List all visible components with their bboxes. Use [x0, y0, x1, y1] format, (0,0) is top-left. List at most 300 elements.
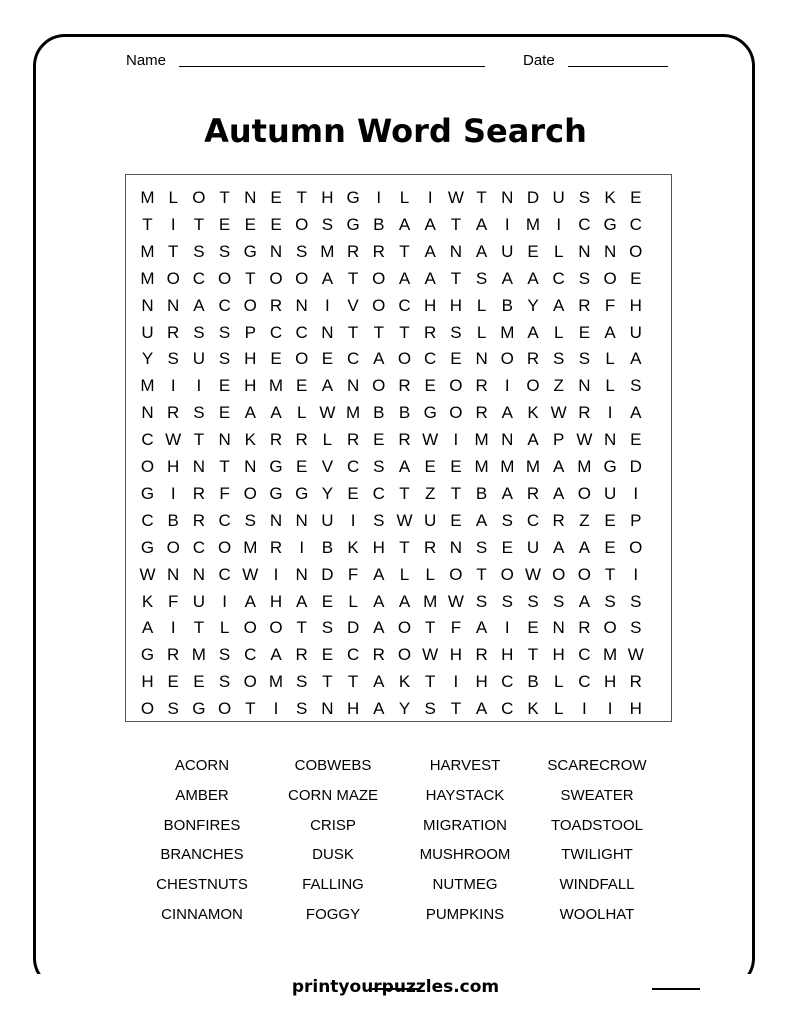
grid-letter: A	[270, 645, 282, 665]
grid-letter: T	[476, 188, 487, 207]
grid-letter: W	[139, 564, 156, 584]
grid-letter: R	[578, 295, 591, 315]
grid-letter: R	[475, 376, 488, 396]
grid-letter: I	[196, 376, 202, 396]
grid-letter: B	[501, 295, 513, 315]
grid-letter: B	[167, 510, 179, 530]
grid-letter: A	[475, 214, 488, 234]
grid-letter: E	[450, 349, 462, 369]
grid-letter: A	[373, 349, 385, 369]
date-label: Date	[523, 52, 555, 69]
grid-letter: O	[577, 483, 591, 503]
grid-letter: W	[422, 430, 439, 450]
grid-letter: W	[319, 403, 336, 423]
grid-letter: A	[501, 403, 513, 423]
grid-letter: U	[321, 510, 334, 530]
grid-letter: E	[501, 537, 513, 557]
grid-letter: A	[398, 457, 411, 476]
grid-letter: G	[140, 645, 155, 665]
grid-letter: G	[243, 241, 257, 261]
grid-letter: T	[193, 430, 205, 450]
grid-letter: I	[222, 591, 227, 611]
grid-letter: D	[526, 188, 540, 207]
grid-letter: N	[578, 376, 591, 396]
grid-letter: R	[398, 430, 411, 450]
grid-letter: N	[475, 349, 488, 369]
grid-letter: R	[295, 430, 308, 450]
grid-letter: T	[424, 672, 436, 692]
grid-letter: I	[350, 510, 356, 530]
grid-letter: A	[141, 618, 154, 638]
grid-letter: H	[424, 295, 437, 315]
grid-letter: H	[167, 457, 180, 476]
grid-letter: N	[295, 564, 308, 584]
grid-letter: C	[346, 349, 360, 369]
grid-letter: R	[475, 403, 488, 423]
grid-letter: O	[372, 295, 386, 315]
grid-letter: E	[450, 510, 462, 530]
grid-letter: K	[527, 699, 539, 719]
grid-letter: S	[630, 591, 642, 611]
grid-letter: N	[603, 430, 617, 450]
grid-letter: O	[217, 268, 232, 288]
grid-letter: A	[398, 268, 411, 288]
grid-letter: T	[399, 483, 410, 503]
grid-letter: T	[296, 188, 307, 207]
grid-letter: F	[347, 564, 359, 584]
grid-letter: I	[633, 564, 639, 584]
grid-letter: T	[167, 241, 179, 261]
grid-letter: B	[373, 403, 385, 423]
grid-letter: H	[629, 295, 642, 315]
grid-letter: C	[501, 699, 514, 719]
grid-letter: G	[603, 457, 617, 476]
grid-letter: A	[527, 268, 539, 288]
grid-letter: R	[424, 537, 437, 557]
grid-letter: A	[373, 618, 385, 638]
grid-letter: E	[347, 483, 359, 503]
grid-letter: H	[372, 537, 385, 557]
grid-letter: T	[424, 618, 436, 638]
grid-letter: T	[219, 457, 230, 476]
grid-letter: O	[295, 349, 309, 369]
grid-letter: E	[450, 457, 462, 476]
grid-letter: P	[553, 430, 565, 450]
grid-letter: N	[449, 241, 463, 261]
word-list-item: HARVEST	[429, 757, 501, 774]
word-list-item: WOOLHAT	[559, 906, 635, 923]
grid-letter: H	[346, 699, 360, 719]
grid-letter: W	[242, 564, 259, 584]
grid-letter: U	[141, 322, 154, 342]
grid-letter: N	[501, 430, 514, 450]
name-field[interactable]	[126, 52, 166, 69]
grid-letter: E	[218, 376, 231, 396]
grid-letter: K	[347, 537, 359, 557]
grid-letter: G	[346, 214, 360, 234]
grid-letter: H	[269, 591, 283, 611]
grid-letter: T	[193, 618, 205, 638]
grid-letter: N	[269, 510, 283, 530]
grid-letter: I	[607, 403, 613, 423]
grid-letter: U	[603, 483, 617, 503]
grid-letter: O	[269, 618, 283, 638]
grid-letter: A	[527, 322, 539, 342]
grid-letter: E	[218, 214, 231, 234]
grid-letter: T	[450, 268, 462, 288]
grid-letter: B	[398, 403, 411, 423]
grid-letter: E	[424, 457, 436, 476]
grid-letter: T	[347, 268, 359, 288]
grid-letter: R	[167, 322, 180, 342]
grid-letter: H	[629, 699, 642, 719]
grid-letter: S	[218, 241, 231, 261]
grid-letter: R	[269, 430, 283, 450]
grid-letter: N	[167, 295, 180, 315]
page-title: Autumn Word Search	[204, 112, 587, 150]
date-field[interactable]	[523, 52, 555, 69]
grid-letter: H	[321, 188, 334, 207]
grid-letter: C	[578, 645, 591, 665]
grid-letter: O	[603, 268, 617, 288]
grid-letter: S	[218, 349, 231, 369]
grid-letter: C	[629, 214, 642, 234]
grid-letter: S	[296, 672, 308, 692]
grid-letter: U	[526, 537, 540, 557]
grid-letter: E	[321, 645, 334, 665]
grid-letter: I	[273, 564, 279, 584]
grid-letter: R	[167, 645, 180, 665]
grid-row	[126, 561, 671, 589]
grid-letter: A	[373, 591, 385, 611]
grid-letter: I	[170, 376, 176, 396]
grid-letter: R	[269, 295, 283, 315]
grid-letter: E	[604, 510, 616, 530]
word-list-item: WINDFALL	[559, 876, 635, 894]
grid-letter: T	[450, 214, 462, 234]
grid-letter: C	[244, 645, 257, 665]
date-line	[568, 66, 668, 67]
grid-letter: O	[243, 483, 257, 503]
grid-letter: I	[273, 699, 279, 719]
grid-letter: M	[140, 188, 155, 207]
grid-letter: T	[399, 537, 410, 557]
grid-letter: H	[475, 672, 488, 692]
grid-letter: A	[578, 591, 591, 611]
grid-letter: L	[425, 564, 435, 584]
grid-letter: G	[603, 214, 617, 234]
grid-letter: H	[244, 376, 257, 396]
grid-row	[126, 292, 671, 320]
grid-letter: S	[244, 510, 256, 530]
grid-letter: M	[474, 457, 489, 476]
grid-letter: S	[321, 618, 334, 638]
grid-letter: A	[424, 214, 436, 234]
grid-letter: N	[269, 241, 283, 261]
grid-letter: U	[629, 322, 642, 342]
grid-letter: T	[399, 241, 410, 261]
grid-letter: B	[527, 672, 539, 692]
word-list-item: TWILIGHT	[561, 846, 633, 864]
grid-row	[126, 641, 671, 669]
word-list-item: SWEATER	[560, 786, 634, 804]
grid-letter: R	[346, 241, 360, 261]
grid-letter: A	[475, 618, 488, 638]
grid-letter: N	[295, 510, 308, 530]
grid-letter: N	[603, 241, 617, 261]
grid-letter: S	[167, 349, 179, 369]
grid-letter: W	[447, 591, 464, 611]
grid-letter: M	[500, 322, 515, 342]
grid-row	[126, 238, 671, 266]
grid-letter: I	[556, 214, 562, 234]
grid-letter: W	[422, 645, 439, 665]
grid-letter: K	[398, 672, 411, 692]
letter-grid	[125, 174, 672, 722]
grid-letter: R	[398, 376, 411, 396]
grid-letter: S	[578, 188, 591, 207]
grid-letter: I	[170, 214, 176, 234]
grid-letter: T	[219, 188, 230, 207]
grid-letter: L	[553, 699, 564, 719]
grid-letter: N	[552, 618, 565, 638]
grid-letter: A	[553, 457, 565, 476]
grid-letter: I	[453, 430, 459, 450]
grid-letter: E	[604, 537, 616, 557]
grid-letter: S	[296, 241, 308, 261]
grid-letter: I	[427, 188, 433, 207]
grid-letter: I	[376, 188, 382, 207]
grid-letter: O	[397, 645, 412, 665]
grid-letter: O	[397, 349, 412, 369]
grid-row	[126, 507, 671, 535]
grid-letter: Z	[424, 483, 436, 503]
grid-letter: A	[553, 295, 565, 315]
grid-letter: A	[398, 214, 411, 234]
grid-letter: B	[373, 214, 385, 234]
grid-letter: M	[525, 214, 541, 234]
grid-letter: T	[373, 322, 384, 342]
grid-letter: H	[501, 645, 514, 665]
grid-letter: O	[629, 241, 643, 261]
grid-letter: S	[373, 457, 385, 476]
grid-letter: M	[268, 376, 284, 396]
grid-letter: T	[527, 645, 539, 665]
grid-letter: C	[141, 510, 154, 530]
grid-letter: M	[140, 268, 155, 288]
grid-letter: A	[398, 591, 411, 611]
grid-letter: C	[192, 268, 206, 288]
grid-letter: L	[399, 564, 410, 584]
word-list-item: CHESTNUTS	[156, 876, 248, 894]
word-list-item: FOGGY	[305, 906, 361, 923]
grid-letter: U	[552, 188, 565, 207]
grid-letter: S	[167, 699, 179, 719]
grid-letter: A	[193, 295, 205, 315]
grid-letter: T	[245, 268, 256, 288]
grid-letter: H	[552, 645, 565, 665]
grid-letter: M	[320, 241, 335, 261]
grid-letter: R	[167, 403, 180, 423]
grid-letter: O	[269, 268, 283, 288]
grid-letter: S	[527, 591, 539, 611]
grid-letter: T	[322, 672, 333, 692]
grid-letter: L	[219, 618, 230, 638]
grid-letter: L	[168, 188, 178, 207]
grid-letter: A	[296, 591, 308, 611]
grid-letter: E	[527, 241, 539, 261]
grid-letter: T	[142, 214, 153, 234]
grid-letter: O	[577, 564, 591, 584]
grid-letter: E	[424, 376, 436, 396]
word-list-item: CORN MAZE	[288, 786, 378, 804]
word-list-item: TOADSTOOL	[551, 816, 643, 834]
grid-letter: I	[170, 483, 176, 503]
word-list-item: HAYSTACK	[425, 786, 505, 804]
grid-letter: C	[346, 645, 360, 665]
grid-letter: S	[578, 268, 591, 288]
grid-letter: C	[526, 510, 540, 530]
grid-letter: I	[170, 618, 176, 638]
grid-letter: O	[166, 268, 180, 288]
footer-site: printyourpuzzles.com	[291, 977, 500, 997]
grid-letter: N	[244, 457, 257, 476]
grid-letter: E	[193, 672, 205, 692]
grid-letter: O	[217, 699, 232, 719]
grid-letter: M	[346, 403, 361, 423]
grid-letter: I	[325, 295, 330, 315]
grid-letter: A	[244, 403, 256, 423]
grid-letter: D	[321, 564, 334, 584]
grid-letter: G	[295, 483, 309, 503]
grid-letter: O	[603, 618, 617, 638]
grid-letter: L	[322, 430, 333, 450]
grid-letter: C	[552, 268, 565, 288]
grid-letter: E	[244, 214, 256, 234]
grid-row	[126, 426, 671, 454]
word-list-item: AMBER	[175, 786, 229, 804]
grid-letter: Y	[141, 349, 154, 369]
grid-letter: G	[269, 483, 283, 503]
grid-row	[126, 668, 671, 696]
grid-letter: S	[475, 268, 488, 288]
grid-letter: A	[501, 483, 513, 503]
grid-letter: E	[373, 430, 385, 450]
grid-letter: E	[270, 188, 282, 207]
grid-letter: O	[552, 564, 566, 584]
grid-row	[126, 372, 671, 400]
grid-letter: E	[578, 322, 591, 342]
grid-letter: L	[605, 376, 615, 396]
grid-letter: R	[629, 672, 642, 692]
grid-letter: O	[500, 349, 514, 369]
word-list-item: BRANCHES	[160, 846, 244, 864]
grid-letter: S	[373, 510, 385, 530]
grid-letter: O	[526, 376, 540, 396]
grid-letter: O	[140, 457, 155, 476]
grid-letter: M	[423, 591, 438, 611]
grid-letter: A	[578, 537, 591, 557]
word-list-item: BONFIRES	[163, 816, 241, 834]
grid-letter: O	[243, 672, 257, 692]
grid-letter: E	[218, 403, 231, 423]
grid-letter: C	[372, 483, 385, 503]
grid-letter: V	[347, 295, 359, 315]
grid-letter: A	[321, 268, 334, 288]
grid-letter: T	[193, 214, 205, 234]
grid-letter: Z	[553, 376, 564, 396]
grid-letter: A	[373, 699, 385, 719]
grid-letter: L	[476, 322, 487, 342]
grid-letter: S	[321, 214, 334, 234]
grid-letter: N	[346, 376, 360, 396]
grid-letter: U	[501, 241, 514, 261]
grid-letter: I	[607, 699, 613, 719]
grid-letter: S	[218, 672, 231, 692]
grid-letter: V	[321, 457, 334, 476]
grid-letter: C	[578, 214, 591, 234]
grid-row	[126, 534, 671, 562]
grid-letter: A	[373, 672, 385, 692]
grid-letter: A	[270, 403, 282, 423]
grid-letter: T	[296, 618, 307, 638]
grid-letter: T	[604, 564, 616, 584]
grid-letter: S	[424, 699, 436, 719]
grid-letter: L	[553, 672, 564, 692]
grid-letter: M	[525, 457, 541, 476]
grid-letter: A	[630, 403, 642, 423]
grid-letter: L	[553, 322, 564, 342]
grid-letter: N	[295, 295, 308, 315]
grid-letter: E	[630, 268, 642, 288]
grid-letter: S	[193, 322, 205, 342]
grid-letter: M	[577, 457, 592, 476]
grid-row	[126, 211, 671, 239]
grid-letter: T	[399, 322, 410, 342]
grid-letter: E	[270, 349, 282, 369]
grid-letter: C	[398, 295, 411, 315]
grid-letter: N	[321, 699, 334, 719]
grid-letter: E	[630, 188, 642, 207]
grid-letter: C	[269, 322, 283, 342]
grid-row	[126, 345, 671, 373]
grid-letter: S	[553, 591, 565, 611]
grid-row	[126, 453, 671, 481]
grid-letter: T	[450, 483, 462, 503]
grid-row	[126, 480, 671, 508]
grid-row	[126, 265, 671, 293]
grid-letter: A	[424, 241, 436, 261]
grid-letter: I	[299, 537, 305, 557]
grid-row	[126, 399, 671, 427]
grid-letter: S	[475, 591, 488, 611]
grid-letter: A	[475, 699, 488, 719]
grid-letter: M	[268, 672, 284, 692]
word-list-item: MUSHROOM	[419, 846, 511, 864]
grid-letter: N	[449, 537, 463, 557]
grid-letter: T	[476, 564, 487, 584]
grid-letter: S	[218, 645, 231, 665]
grid-letter: M	[140, 241, 155, 261]
grid-letter: S	[578, 349, 591, 369]
grid-row	[126, 588, 671, 616]
grid-letter: H	[449, 645, 463, 665]
grid-letter: Z	[579, 510, 590, 530]
grid-letter: E	[270, 214, 282, 234]
grid-letter: F	[604, 295, 616, 315]
grid-letter: C	[218, 510, 231, 530]
grid-letter: O	[397, 618, 412, 638]
